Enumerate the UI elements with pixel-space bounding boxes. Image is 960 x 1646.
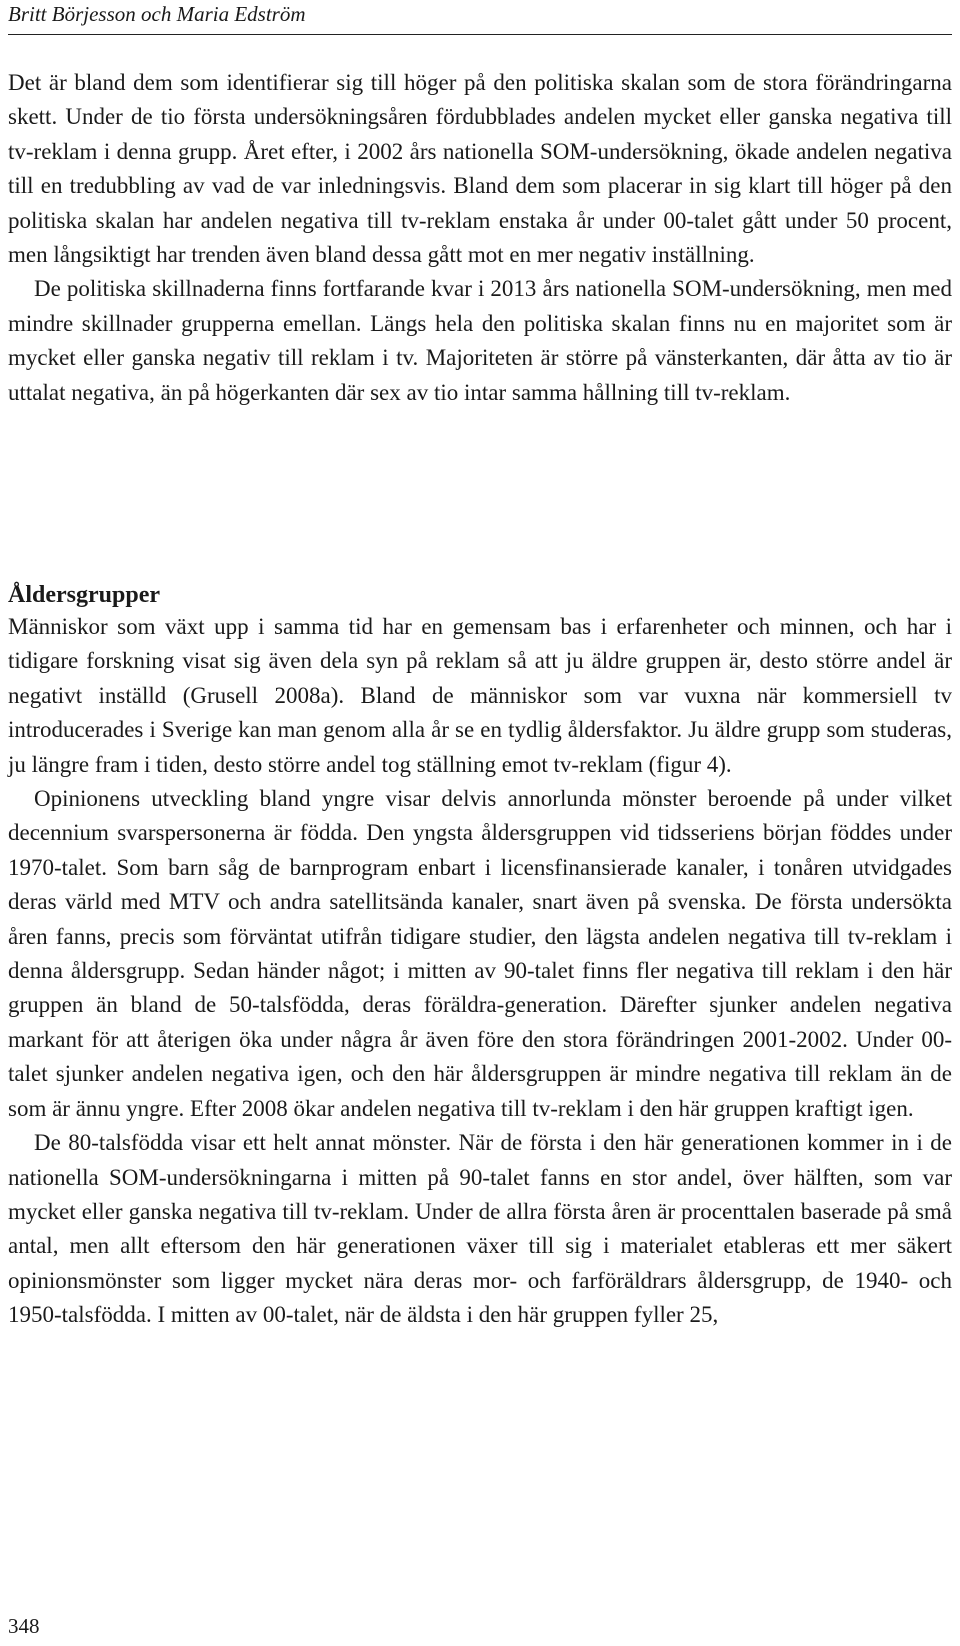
- body-text-political: [8, 66, 952, 410]
- section-heading: Åldersgrupper: [8, 582, 160, 608]
- body-text-age-groups: [8, 610, 952, 1333]
- paragraph: De 80-talsfödda visar ett helt annat mönster. När de första i den här generationen kommer in i de nationella SOM-undersökningarna i mitten på 90-talet fanns en stor andel, över hälften, som var mycket eller ganska negativa till tv-reklam. Under de allra första åren är procenttalen baserade på små antal, men allt eftersom den här generationen växer till sig i materialet etableras ett mer säkert opinionsmönster som ligger mycket nära deras mor- och farföräldrars åldersgrupp, de 1940- och 1950-talsfödda. I mitten av 00-talet, när de äldsta i den här gruppen fyller 25,: [8, 1130, 952, 1328]
- paragraph: Människor som växt upp i samma tid har en gemensam bas i erfarenheter och minnen, och har i tidigare forskning visat sig även dela syn på reklam så att ju äldre gruppen är, desto större andel är negativt inställd (Grusell 2008a). Bland de människor som var vuxna när kommersiell tv introducerades i Sverige kan man genom alla år se en tydlig åldersfaktor. Ju äldre grupp som studeras, ju längre fram i tiden, desto större andel tog ställning emot tv-reklam (figur 4).: [8, 614, 952, 777]
- running-header: [8, 0, 952, 35]
- running-header-title: Britt Börjesson och Maria Edström: [8, 2, 306, 26]
- paragraph: Opinionens utveckling bland yngre visar delvis annorlunda mönster beroende på under vilket decennium svarspersonerna är födda. Den yngsta åldersgruppen vid tidsseriens början föddes under 1970-talet. Som barn såg de barnprogram enbart i licensfinansierade kanaler, i tonåren utvidgades deras värld med MTV och andra satellitsända kanaler, snart även på svenska. De första undersökta åren fanns, precis som förväntat utifrån tidigare studier, den lägsta andelen negativa till tv-reklam i denna åldersgrupp. Sedan händer något; i mitten av 90-talet finns fler negativa till reklam i den här gruppen än bland de 50-talsfödda, deras föräldra-generation. Därefter sjunker andelen negativa markant för att återigen öka under några år även före den stora förändringen 2001-2002. Under 00-talet sjunker andelen negativa igen, och den här åldersgruppen är mindre negativa till reklam än de som är ännu yngre. Efter 2008 ökar andelen negativa till tv-reklam i den här gruppen kraftigt igen.: [8, 786, 952, 1121]
- paragraph: Det är bland dem som identifierar sig till höger på den politiska skalan som de stora förändringarna skett. Under de tio första undersökningsåren fördubblades andelen mycket eller ganska negativa till tv-reklam i denna grupp. Året efter, i 2002 års nationella SOM-undersökning, ökade andelen negativa till en tredubbling av vad de var inledningsvis. Bland dem som placerar in sig klart till höger på den politiska skalan har andelen negativa till tv-reklam enstaka år under 00-talet gått under 50 procent, men långsiktigt har trenden även bland dessa gått mot en mer negativ inställning.: [8, 70, 952, 268]
- page-number: 348: [8, 1614, 40, 1638]
- paragraph: De politiska skillnaderna finns fortfarande kvar i 2013 års nationella SOM-undersökning, men med mindre skillnader grupperna emellan. Längs hela den politiska skalan finns nu en majoritet som är mycket eller ganska negativ till reklam i tv. Majoriteten är större på vänsterkanten, där åtta av tio är uttalat negativa, än på högerkanten där sex av tio intar samma hållning till tv-reklam.: [8, 276, 952, 405]
